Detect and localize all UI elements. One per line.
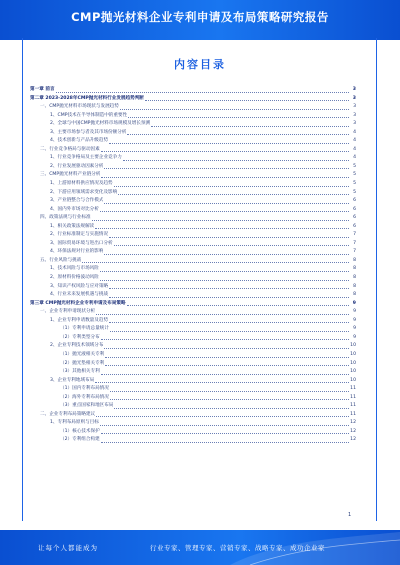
toc-entry[interactable] [30, 419, 356, 428]
toc-leader-dots [109, 296, 349, 298]
toc-entry-label: （2）海外专利布局情况 [60, 394, 109, 400]
toc-leader-dots [109, 142, 349, 144]
toc-entry-label: 一、企业专利申请现状分析 [40, 309, 96, 315]
toc-leader-dots [95, 381, 349, 383]
toc-entry[interactable] [30, 317, 356, 326]
toc-entry-page: 7 [353, 240, 356, 246]
toc-leader-dots [95, 227, 349, 229]
toc-entry[interactable] [30, 283, 356, 292]
toc-entry-page: 11 [350, 403, 356, 409]
toc-entry-page: 3 [352, 95, 356, 101]
toc-heading: 内容目录 [174, 58, 226, 71]
toc-entry-page: 10 [350, 343, 356, 349]
toc-leader-dots [123, 159, 349, 161]
toc-leader-dots [100, 279, 349, 281]
toc-entry-label: 1、上游原材料供应情况及趋势 [50, 181, 113, 187]
toc-entry-label: （1）核心技术保护 [60, 428, 100, 434]
toc-entry[interactable] [30, 197, 356, 206]
toc-entry-label: （2）抛光垫相关专利 [60, 360, 105, 366]
toc-leader-dots [110, 330, 349, 332]
toc-entry-page: 12 [350, 428, 356, 434]
toc-leader-dots [100, 210, 349, 212]
toc-entry-page: 4 [353, 138, 356, 144]
toc-entry[interactable] [30, 240, 356, 249]
toc-entry[interactable] [30, 129, 356, 138]
toc-entry-page: 6 [353, 223, 356, 229]
toc-entry-label: 4、环保法规对行业的影响 [50, 249, 104, 255]
toc-entry-page: 3 [353, 112, 356, 118]
table-of-contents [30, 86, 356, 445]
toc-entry[interactable] [30, 274, 356, 283]
toc-leader-dots [151, 125, 349, 127]
toc-leader-dots [114, 407, 349, 409]
toc-entry[interactable] [30, 154, 356, 163]
toc-entry-page: 3 [353, 121, 356, 127]
toc-entry-page: 6 [353, 215, 356, 221]
toc-entry-label: 1、相关政策法规解读 [50, 223, 95, 229]
toc-entry-label: 1、企业专利申请数量及趋势 [50, 317, 109, 323]
toc-entry[interactable] [30, 308, 356, 317]
toc-entry-page: 4 [353, 146, 356, 152]
toc-entry-label: 4、技术创新与产品升级趋势 [50, 138, 109, 144]
toc-entry-label: （1）专利申请总量统计 [60, 326, 109, 332]
toc-leader-dots [109, 287, 349, 289]
toc-leader-dots [110, 398, 349, 400]
toc-leader-dots [100, 270, 349, 272]
toc-entry-label: 第三章 CMP抛光材料企业专利申请及布局策略 [30, 300, 126, 306]
toc-entry-page: 4 [353, 129, 356, 135]
toc-entry-label: 3、企业专利地域布局 [50, 377, 95, 383]
toc-entry[interactable] [30, 95, 356, 104]
toc-entry[interactable] [30, 265, 356, 274]
toc-entry-page: 12 [350, 420, 356, 426]
toc-entry-label: 二、行业竞争格局与驱动因素 [40, 146, 100, 152]
toc-leader-dots [101, 373, 349, 375]
toc-leader-dots [105, 364, 349, 366]
toc-entry[interactable] [30, 163, 356, 172]
toc-entry-label: 1、技术风险与市场风险 [50, 266, 99, 272]
toc-entry-page: 8 [353, 292, 356, 298]
toc-entry-page: 8 [353, 283, 356, 289]
toc-entry-label: 五、行业风险与挑战 [40, 257, 82, 263]
toc-entry[interactable] [30, 137, 356, 146]
toc-entry-label: （3）重点国家和地区布局 [60, 403, 114, 409]
toc-leader-dots [118, 193, 349, 195]
toc-entry-page: 8 [353, 257, 356, 263]
toc-entry-page: 10 [350, 360, 356, 366]
toc-entry-page: 11 [350, 394, 356, 400]
toc-entry-page: 9 [353, 334, 356, 340]
toc-entry[interactable] [30, 360, 356, 369]
footer-slogan: 让每个人都能成为 [38, 544, 98, 552]
report-title: CMP抛光材料企业专利申请及布局策略研究报告 [71, 10, 329, 24]
toc-entry-page: 6 [353, 198, 356, 204]
toc-leader-dots [128, 116, 349, 118]
toc-leader-dots [96, 313, 349, 315]
toc-entry-label: 三、CMP抛光材料产业链分析 [40, 172, 101, 178]
toc-entry[interactable] [30, 351, 356, 360]
toc-leader-dots [101, 150, 349, 152]
toc-leader-dots [109, 321, 349, 323]
toc-entry-label: 2、原材料价格波动风险 [50, 275, 99, 281]
toc-entry-label: （3）其他相关专利 [60, 369, 100, 375]
page-number: 1 [348, 512, 352, 518]
toc-entry-page: 5 [353, 189, 356, 195]
toc-entry-page: 5 [353, 172, 356, 178]
toc-entry[interactable] [30, 428, 356, 437]
toc-leader-dots [82, 261, 349, 263]
toc-entry-page: 5 [353, 163, 356, 169]
toc-entry-label: 2、下游应用领域需求变化及影响 [50, 189, 118, 195]
toc-entry[interactable] [30, 402, 356, 411]
toc-entry-label: （1）国内专利布局情况 [60, 386, 109, 392]
toc-entry[interactable] [30, 334, 356, 343]
toc-entry[interactable] [30, 171, 356, 180]
toc-entry-label: 四、政策法规与行业标准 [40, 215, 91, 221]
toc-entry-page: 3 [352, 87, 356, 92]
toc-leader-dots [110, 390, 349, 392]
toc-entry[interactable] [30, 189, 356, 198]
toc-entry-page: 3 [353, 104, 356, 110]
toc-entry[interactable] [30, 180, 356, 189]
toc-entry-label: 3、产业链整合与合作模式 [50, 198, 104, 204]
toc-entry-label: （1）抛光液相关专利 [60, 351, 105, 357]
toc-leader-dots [104, 167, 349, 169]
toc-entry-label: 3、国际贸易环境与进出口分析 [50, 240, 113, 246]
toc-entry-page: 7 [353, 232, 356, 238]
toc-leader-dots [101, 441, 349, 443]
toc-entry-label: 3、主要市场参与者及其市场份额分析 [50, 129, 127, 135]
toc-entry[interactable] [30, 342, 356, 351]
toc-entry[interactable] [30, 223, 356, 232]
toc-entry[interactable] [30, 325, 356, 334]
toc-leader-dots [56, 91, 349, 93]
toc-entry[interactable] [30, 257, 356, 266]
toc-entry-label: 4、国内外市场对比分析 [50, 206, 99, 212]
toc-leader-dots [127, 133, 349, 135]
toc-entry-page: 9 [353, 326, 356, 332]
toc-entry-page: 5 [353, 181, 356, 187]
toc-leader-dots [104, 347, 349, 349]
toc-leader-dots [100, 424, 349, 426]
toc-leader-dots [114, 185, 349, 187]
toc-entry[interactable] [30, 300, 356, 309]
toc-entry-label: （2）专利类型分布 [60, 334, 100, 340]
toc-entry-label: 第二章 2023-2028年CMP抛光材料行业发展趋势判断 [30, 95, 144, 101]
toc-entry[interactable] [30, 86, 356, 95]
toc-leader-dots [109, 236, 349, 238]
toc-entry[interactable] [30, 146, 356, 155]
toc-leader-dots [96, 415, 349, 417]
toc-entry-page: 8 [353, 275, 356, 281]
toc-entry-label: 2、行业发展驱动因素分析 [50, 163, 104, 169]
toc-entry-label: 4、行业未来发展机遇与挑战 [50, 292, 109, 298]
toc-entry-label: 1、CMP技术在半导体制造中的重要性 [50, 112, 128, 118]
toc-entry[interactable] [30, 214, 356, 223]
toc-leader-dots [114, 244, 349, 246]
toc-entry-page: 8 [353, 266, 356, 272]
toc-leader-dots [145, 99, 349, 101]
toc-entry-page: 10 [350, 377, 356, 383]
toc-entry[interactable] [30, 368, 356, 377]
toc-entry[interactable] [30, 103, 356, 112]
toc-leader-dots [101, 176, 349, 178]
toc-entry[interactable] [30, 291, 356, 300]
toc-entry[interactable] [30, 436, 356, 445]
toc-entry-page: 9 [353, 309, 356, 315]
toc-entry[interactable] [30, 112, 356, 121]
toc-leader-dots [92, 219, 349, 221]
toc-entry-label: 二、企业专利布局策略建议 [40, 411, 96, 417]
toc-entry-page: 10 [350, 369, 356, 375]
toc-entry-label: （2）专利组合构建 [60, 437, 100, 443]
toc-entry-label: 1、行业竞争格局及主要企业竞争力 [50, 155, 122, 161]
toc-entry-page: 11 [350, 386, 356, 392]
toc-entry[interactable] [30, 377, 356, 386]
toc-entry[interactable] [30, 411, 356, 420]
toc-entry-page: 4 [353, 155, 356, 161]
header-band [0, 0, 400, 40]
toc-entry[interactable] [30, 231, 356, 240]
toc-leader-dots [104, 253, 349, 255]
toc-entry-page: 10 [350, 351, 356, 357]
toc-entry[interactable] [30, 385, 356, 394]
footer-roles: 行业专家、管理专家、营销专家、战略专家、成功企业家 [150, 544, 325, 552]
toc-leader-dots [120, 108, 349, 110]
toc-entry-page: 6 [353, 206, 356, 212]
toc-leader-dots [127, 304, 349, 306]
footer-band [0, 530, 400, 565]
toc-entry[interactable] [30, 206, 356, 215]
toc-leader-dots [105, 356, 349, 358]
toc-entry-label: 3、知识产权风险与应对策略 [50, 283, 109, 289]
toc-entry[interactable] [30, 248, 356, 257]
toc-entry-page: 7 [353, 249, 356, 255]
toc-entry-label: 2、全球与中国CMP抛光材料市场规模及增长预测 [50, 121, 151, 127]
toc-entry-label: 2、企业专利技术领域分布 [50, 343, 104, 349]
toc-entry-page: 12 [350, 437, 356, 443]
toc-entry-page: 9 [352, 300, 356, 306]
toc-entry[interactable] [30, 394, 356, 403]
toc-entry-label: 一、CMP抛光材料市场现状与发展趋势 [40, 104, 119, 110]
toc-entry-label: 2、行业标准制定与实施情况 [50, 232, 109, 238]
toc-entry-label: 第一章 前言 [30, 87, 55, 92]
toc-leader-dots [101, 338, 349, 340]
toc-leader-dots [104, 202, 349, 204]
toc-entry-page: 11 [350, 411, 356, 417]
toc-entry-page: 9 [353, 317, 356, 323]
toc-entry[interactable] [30, 120, 356, 129]
toc-leader-dots [101, 432, 349, 434]
toc-entry-label: 1、专利布局原则与目标 [50, 420, 99, 426]
